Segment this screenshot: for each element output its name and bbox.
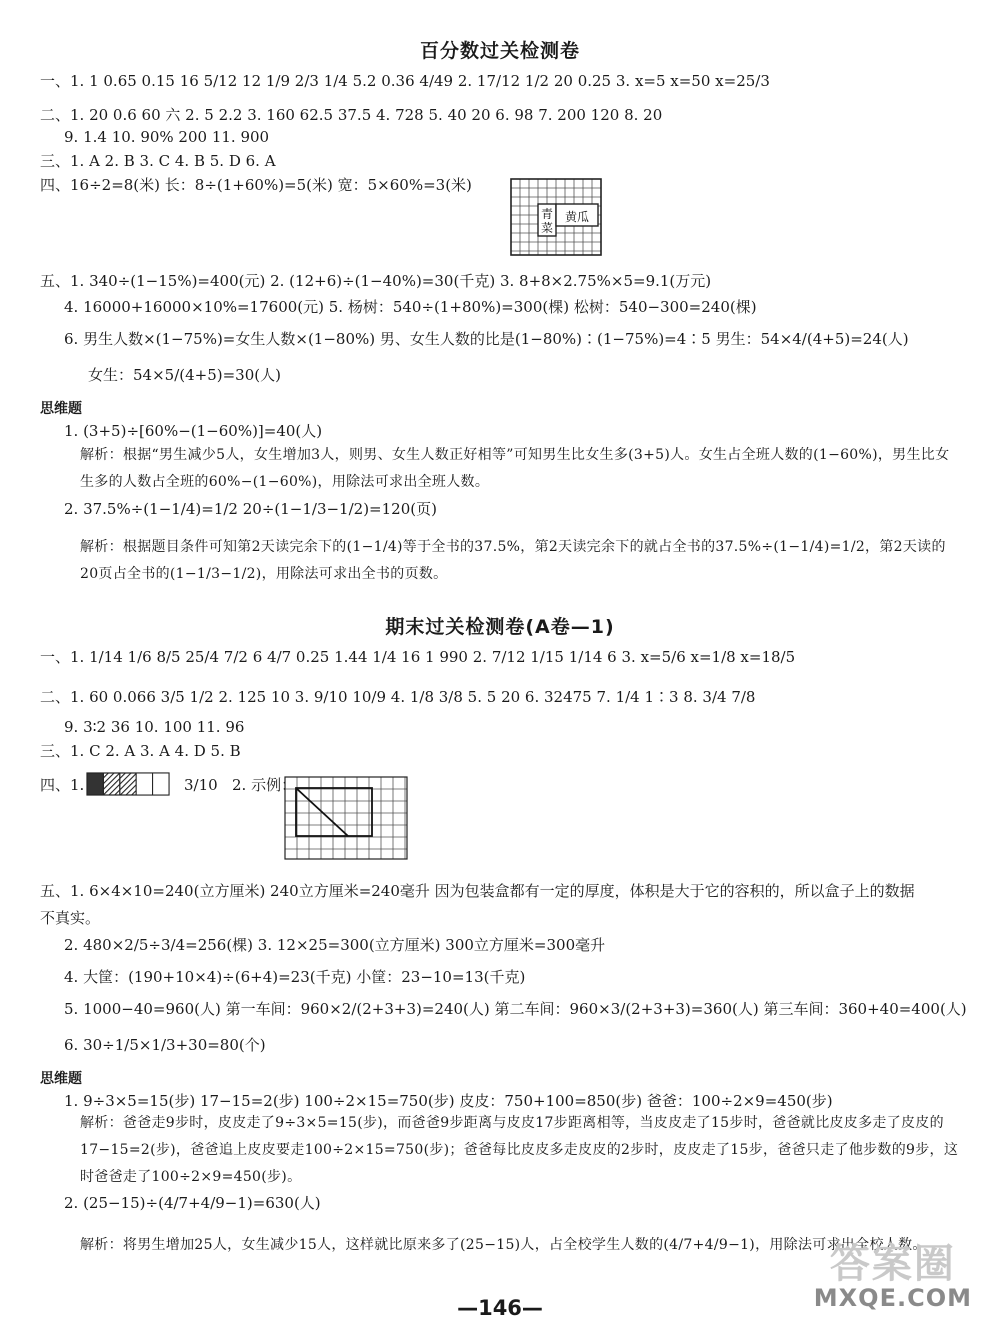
sheet2-thinking-2-explanation: 解析：将男生增加25人，女生减少15人，这样就比原来多了(25−15)人，占全校学生人数的(4/7+4/9−1)，用除法可求出全校人数。: [80, 1237, 927, 1253]
sheet1-thinking-2: 2. 37.5%÷(1−1/4)=1/2 20÷(1−1/3−1/2)=120(页): [64, 500, 437, 518]
watermark-url: MXQE.COM: [813, 1284, 972, 1312]
sheet1-thinking-heading: 思维题: [40, 401, 82, 417]
sheet1-part5-6-cont: 女生：54×5/(4+5)=30(人): [88, 366, 281, 384]
sheet2-part5-1: 五、1. 6×4×10=240(立方厘米) 240立方厘米=240毫升 因为包装盒都有一定的厚度，体积是大于它的容积的，所以盒子上的数据不真实。: [40, 882, 915, 927]
parallelogram-grid: [284, 776, 408, 860]
sheet2-thinking-1-explanation: 解析：爸爸走9步时，皮皮走了9÷3×5=15(步)，而爸爸9步距离与皮皮17步距离相等，当皮皮走了15步时，爸爸就比皮皮多走了皮皮的17−15=2(步)，爸爸追上皮皮要走100÷2×15=750(步)；爸爸每比皮皮多走皮皮的2步时，皮皮走了15步，爸爸只走了他步数的9步，这时爸爸走了100÷2×9=450(步)。: [80, 1115, 959, 1185]
watermark-brand: 答案圈: [829, 1241, 956, 1287]
sheet2-thinking-1: 1. 9÷3×5=15(步) 17−15=2(步) 100÷2×15=750(步) 皮皮：750+100=850(步) 爸爸：100÷2×9=450(步): [64, 1092, 833, 1110]
sheet1-part5-6: 6. 男生人数×(1−75%)=女生人数×(1−80%) 男、女生人数的比是(1−80%)∶(1−75%)=4∶5 男生：54×4/(4+5)=24(人): [64, 330, 909, 348]
sheet1-thinking-2-explanation: 解析：根据题目条件可知第2天读完余下的(1−1/4)等于全书的37.5%，第2天读完余下的就占全书的37.5%÷(1−1/4)=1/2，第2天读的20页占全书的(1−1/3−1/2)，用除法可求出全书的页数。: [80, 539, 946, 582]
sheet2-thinking-2: 2. (25−15)÷(4/7+4/9−1)=630(人): [64, 1194, 321, 1212]
site-watermark: [813, 1241, 972, 1312]
sheet1-part1: 一、1. 1 0.65 0.15 16 5/12 12 1/9 2/3 1/4 5.2 0.36 4/49 2. 17/12 1/2 20 0.25 3. x=5 x=50 x=25/3: [40, 72, 770, 90]
sheet1-title: 百分数过关检测卷: [419, 40, 580, 62]
fraction-strip: [86, 772, 170, 796]
sheet2-part5-5: 5. 1000−40=960(人) 第一车间：960×2/(2+3+3)=240(人) 第二车间：960×3/(2+3+3)=360(人) 第三车间：360+40=400(人): [64, 1000, 967, 1018]
qingcai-label: 青菜: [540, 207, 554, 235]
sheet2-part5-6: 6. 30÷1/5×1/3+30=80(个): [64, 1036, 266, 1054]
huanggua-label: 黄瓜: [564, 210, 590, 224]
sheet1-thinking-1-explanation: 解析：根据“男生减少5人，女生增加3人，则男、女生人数正好相等”可知男生比女生多(3+5)人。女生占全班人数的(1−60%)，男生比女生多的人数占全班的60%−(1−60%)，用除法可求出全班人数。: [80, 447, 950, 490]
sheet2-part5-4: 4. 大筐：(190+10×4)÷(6+4)=23(千克) 小筐：23−10=13(千克): [64, 968, 526, 986]
sheet2-part4-fraction: 3/10: [184, 776, 218, 794]
sheet1-part5-4: 4. 16000+16000×10%=17600(元) 5. 杨树：540÷(1+80%)=300(棵) 松树：540−300=240(棵): [64, 298, 757, 316]
sheet2-part2-cont: 9. 3∶2 36 10. 100 11. 96: [64, 718, 245, 736]
sheet2-part5-2: 2. 480×2/5÷3/4=256(棵) 3. 12×25=300(立方厘米) 300立方厘米=300毫升: [64, 936, 606, 954]
sheet2-part4-example: 2. 示例：: [232, 776, 297, 794]
sheet2-thinking-heading: 思维题: [40, 1071, 82, 1087]
sheet2-part4-label: 四、1.: [40, 776, 85, 794]
sheet1-part2: 二、1. 20 0.6 60 六 2. 5 2.2 3. 160 62.5 37.5 4. 728 5. 40 20 6. 98 7. 200 120 8. 20: [40, 106, 663, 124]
sheet2-part3: 三、1. C 2. A 3. A 4. D 5. B: [40, 742, 241, 760]
sheet1-thinking-1: 1. (3+5)÷[60%−(1−60%)]=40(人): [64, 422, 323, 440]
sheet2-part1: 一、1. 1/14 1/6 8/5 25/4 7/2 6 4/7 0.25 1.44 1/4 16 1 990 2. 7/12 1/15 1/14 6 3. x=5/6 x=1/8 x=18/5: [40, 648, 796, 666]
sheet2-title: 期末过关检测卷(A卷—1): [385, 616, 615, 638]
sheet1-part3: 三、1. A 2. B 3. C 4. B 5. D 6. A: [40, 152, 276, 170]
page-number: —146—: [457, 1296, 543, 1320]
vegetable-plot-grid: [510, 178, 602, 256]
sheet1-part2-cont: 9. 1.4 10. 90% 200 11. 900: [64, 128, 270, 146]
sheet1-part4: 四、16÷2=8(米) 长：8÷(1+60%)=5(米) 宽：5×60%=3(米): [40, 176, 472, 194]
sheet2-part2: 二、1. 60 0.066 3/5 1/2 2. 125 10 3. 9/10 10/9 4. 1/8 3/8 5. 5 20 6. 32475 7. 1/4 1∶3 8. 3/4 7/8: [40, 688, 756, 706]
sheet1-part5-1: 五、1. 340÷(1−15%)=400(元) 2. (12+6)÷(1−40%)=30(千克) 3. 8+8×2.75%×5=9.1(万元): [40, 272, 712, 290]
